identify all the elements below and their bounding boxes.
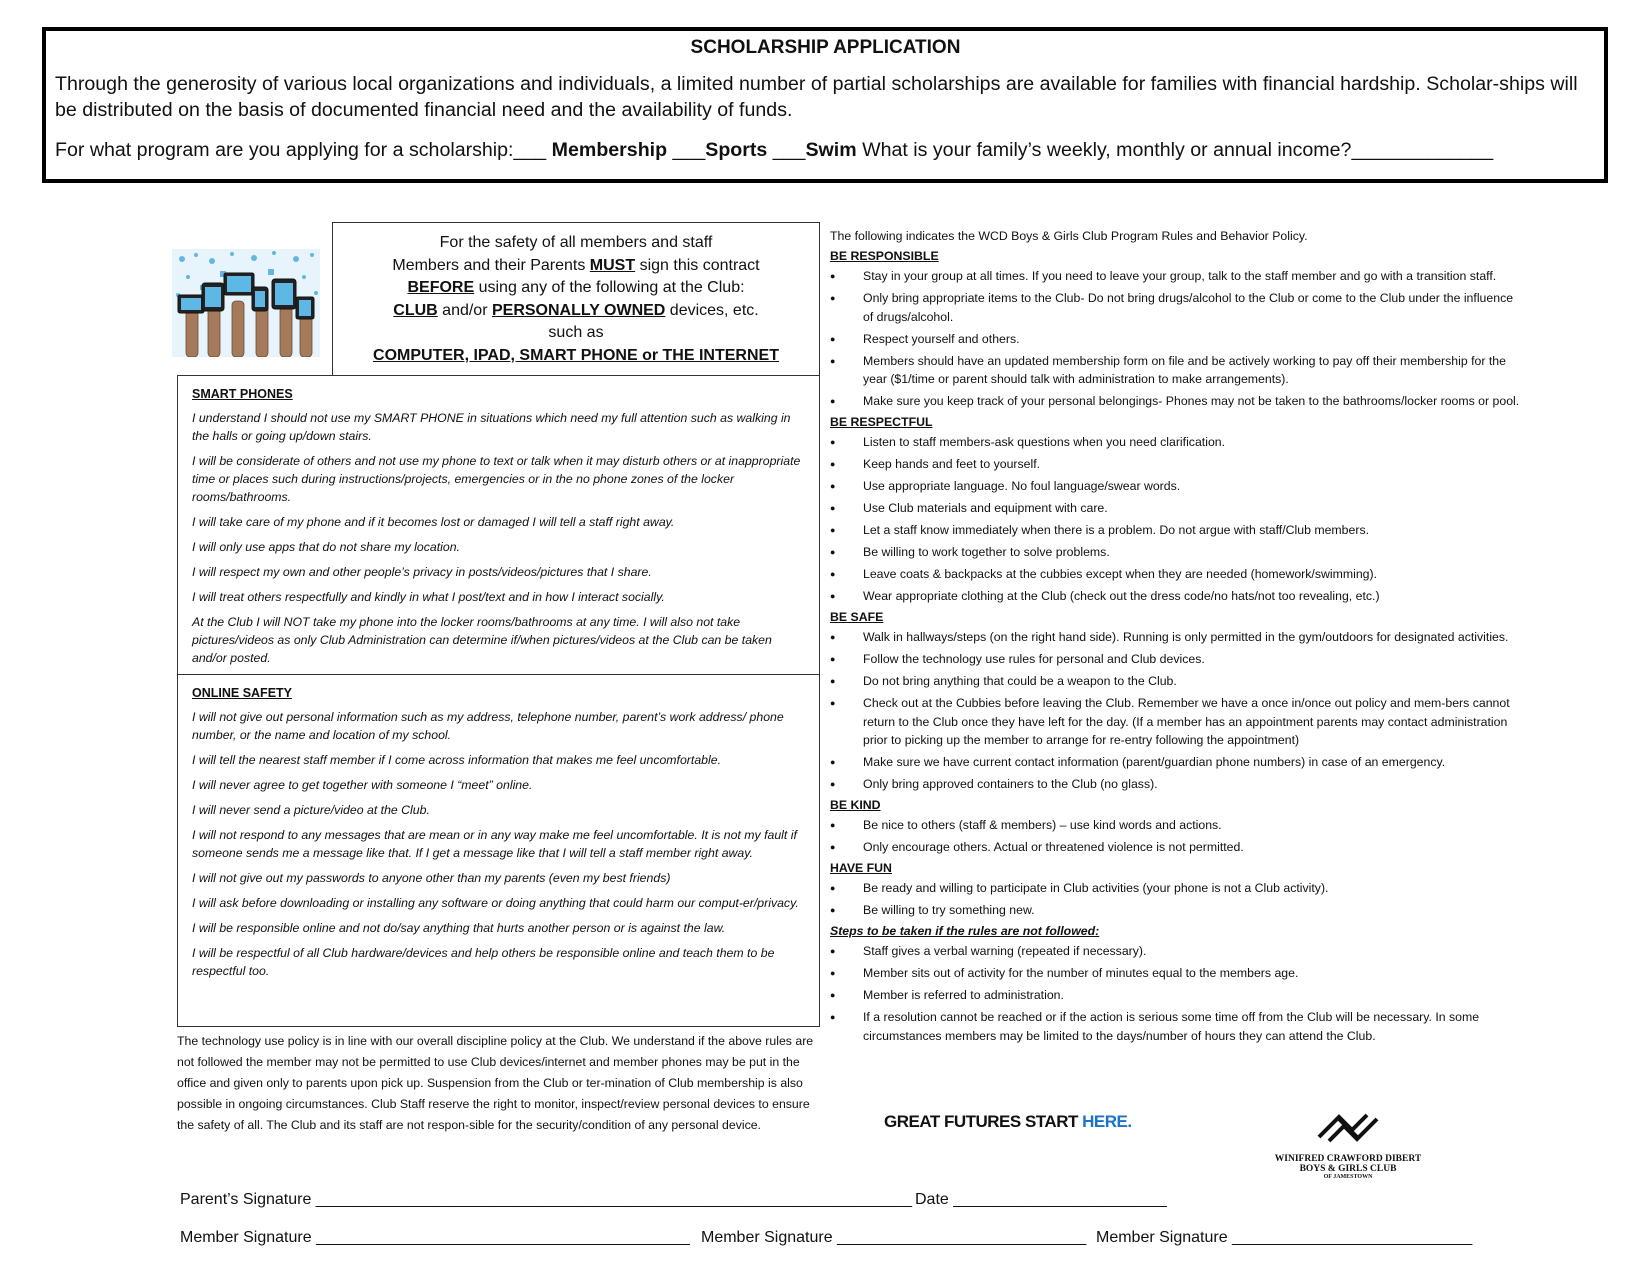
list-item: ● Member sits out of activity for the number of minutes equal to the members age. (830, 964, 1520, 983)
smart-phone-rule: I will only use apps that do not share my location. (192, 540, 460, 554)
smart-phone-rule: I will be considerate of others and not use my phone to text or talk when it may disturb others or at inappropriate time or places such during instructions/projects, emergencies or in the no phone zones of the locker rooms/bathrooms. (192, 454, 801, 504)
list-item: ● Follow the technology use rules for personal and Club devices. (830, 650, 1520, 669)
online-safety-heading: ONLINE SAFETY (192, 686, 293, 700)
list-item: ● Only encourage others. Actual or threatened violence is not permitted. (830, 838, 1520, 857)
contract-notice (332, 222, 820, 376)
tagline-here: HERE. (1082, 1112, 1132, 1131)
technology-policy-text: The technology use policy is in line with our overall discipline policy at the Club. We understand if the above rules are not followed the member may not be permitted to use Club devices/internet and member phones may be put in the office and given only to parents upon pick up. Suspension from the Club or ter-mination of Club membership is also possible in ongoing circumstances. Club Staff reserve the right to monitor, inspect/review personal devices to ensure the safety of all. The Club and its staff are not respon-sible for the security/condition of any personal device. (177, 1034, 814, 1132)
sports-blank[interactable]: ___ (672, 139, 706, 161)
list-item: ● Let a staff know immediately when there is a problem. Do not argue with staff/Club members. (830, 521, 1520, 540)
smart-phone-rule: At the Club I will NOT take my phone into the locker rooms/bathrooms at any time. I will also not take pictures/videos as only Club Administration can determine if/when pictures/videos at the Club can be taken and/or posted. (192, 615, 772, 665)
membership-blank[interactable]: ___ (513, 139, 547, 161)
contract-devices: COMPUTER, IPAD, SMART PHONE or THE INTERNET (373, 346, 779, 364)
tagline (884, 1112, 1132, 1132)
list-item: ● Stay in your group at all times. If you need to leave your group, talk to the staff member and go with a transition staff. (830, 267, 1520, 286)
list-item: ● Staff gives a verbal warning (repeated if necessary). (830, 942, 1520, 961)
scholarship-title: SCHOLARSHIP APPLICATION (690, 37, 961, 58)
member-signature-line-2[interactable]: Member Signature ____________________________ (701, 1229, 1087, 1246)
online-safety-rule: I will tell the nearest staff member if I come across information that makes me feel uncomfortable. (192, 753, 721, 767)
option-membership: Membership (551, 139, 668, 161)
list-item: ● Be willing to try something new. (830, 901, 1520, 920)
list-item: ● Keep hands and feet to yourself. (830, 455, 1520, 474)
club-logo-icon (1313, 1107, 1383, 1149)
contract-personally-owned: PERSONALLY OWNED (491, 301, 666, 319)
list-item: ● Use appropriate language. No foul language/swear words. (830, 477, 1520, 496)
smart-phones-heading: SMART PHONES (192, 387, 293, 401)
online-safety-rule: I will ask before downloading or installing any software or doing anything that could harm our comput-er/privacy. (192, 896, 799, 910)
contract-line-5: such as (548, 324, 604, 341)
have-fun-list (830, 879, 1520, 920)
be-kind-heading: BE KIND (830, 798, 881, 812)
list-item: ● Use Club materials and equipment with care. (830, 499, 1520, 518)
list-item: ● Walk in hallways/steps (on the right hand side). Running is only permitted in the gym/outdoors for designated activities. (830, 628, 1520, 647)
be-safe-heading: BE SAFE (830, 610, 884, 624)
be-safe-list (830, 628, 1520, 794)
income-prompt: What is your family’s weekly, monthly or annual income? (862, 139, 1352, 161)
list-item: ● Make sure you keep track of your personal belongings- Phones may not be taken to the bathrooms/locker rooms or pool. (830, 392, 1520, 411)
contract-before: BEFORE (407, 279, 475, 296)
list-item: ● Listen to staff members-ask questions when you need clarification. (830, 433, 1520, 452)
list-item: ● Be willing to work together to solve problems. (830, 543, 1520, 562)
parent-signature-line[interactable]: Parent’s Signature ___________________________________________________________________ (180, 1191, 912, 1208)
contract-line-4 (333, 300, 819, 323)
online-safety-rule: I will never send a picture/video at the Club. (192, 803, 430, 817)
contract-must: MUST (589, 256, 636, 274)
contract-text: Members and their Parents (392, 256, 590, 274)
be-responsible-list (830, 267, 1520, 411)
contract-text: devices, etc. (665, 301, 759, 319)
member-signature-line-1[interactable]: Member Signature __________________________________________ (180, 1229, 690, 1246)
online-safety-rule: I will not respond to any messages that are mean or in any way make me feel uncomfortable. It is not my fault if someone sends me a message like that. If I get a message like that I will tell a staff member right away. (192, 828, 797, 860)
list-item: ● Respect yourself and others. (830, 330, 1520, 349)
list-item: ● Be nice to others (staff & members) – use kind words and actions. (830, 816, 1520, 835)
swim-blank[interactable]: ___ (772, 139, 806, 161)
list-item: ● Do not bring anything that could be a weapon to the Club. (830, 672, 1520, 691)
scholarship-box (42, 27, 1608, 183)
contract-club: CLUB (393, 301, 438, 319)
contract-line-1: For the safety of all members and staff (439, 234, 713, 251)
logo-line-2: BOYS & GIRLS CLUB (1299, 1164, 1397, 1174)
online-safety-rule: I will not give out personal information such as my address, telephone number, parent’s work address/ phone number, or the name and location of my school. (192, 710, 784, 742)
contract-line-6 (333, 345, 819, 368)
club-logo (1268, 1107, 1428, 1187)
smart-phone-rule: I will respect my own and other people’s privacy in posts/videos/pictures that I share. (192, 565, 652, 579)
income-blank[interactable]: _____________ (1351, 139, 1494, 161)
online-safety-rule: I will not give out my passwords to anyone other than my parents (even my best friends) (192, 871, 671, 885)
program-prompt: For what program are you applying for a scholarship: (55, 139, 514, 161)
list-item: ● Members should have an updated membership form on file and be actively working to pay off their membership for the year ($1/time or parent should talk with administration to make arrangements). (830, 352, 1520, 389)
logo-line-1: WINIFRED CRAWFORD DIBERT (1274, 1154, 1422, 1164)
option-swim: Swim (805, 139, 857, 161)
logo-line-3: OF JAMESTOWN (1323, 1174, 1373, 1180)
list-item: ● If a resolution cannot be reached or if the action is serious some time off from the Club will be necessary. In some circumstances members may be limited to the days/number of hours they can attend the Club. (830, 1008, 1520, 1045)
date-line[interactable]: Date ________________________ (915, 1191, 1167, 1208)
scholarship-description: Through the generosity of various local organizations and individuals, a limited number of partial scholarships are available for families with financial hardship. Scholar-ships will be distributed on the basis of documented financial need and the availability of funds. (55, 73, 1578, 121)
contract-line-2 (333, 255, 819, 278)
steps-list (830, 942, 1520, 1045)
list-item: ● Make sure we have current contact information (parent/guardian phone numbers) in case of an emergency. (830, 753, 1520, 772)
contract-text: sign this contract (635, 256, 760, 274)
option-sports: Sports (705, 139, 768, 161)
list-item: ● Be ready and willing to participate in Club activities (your phone is not a Club activity). (830, 879, 1520, 898)
list-item: ● Only bring approved containers to the Club (no glass). (830, 775, 1520, 794)
online-safety-section (178, 674, 819, 980)
tagline-text: GREAT FUTURES START (884, 1112, 1083, 1131)
online-safety-rule: I will be respectful of all Club hardware/devices and help others be responsible online and teach them to be respectful too. (192, 946, 775, 978)
online-safety-rule: I will be responsible online and not do/say anything that hurts another person or is against the law. (192, 921, 726, 935)
smart-phone-rule: I understand I should not use my SMART PHONE in situations which need my full attention such as walking in the halls or going up/down stairs. (192, 411, 791, 443)
be-respectful-list (830, 433, 1520, 606)
online-safety-rule: I will never agree to get together with someone I “meet” online. (192, 778, 533, 792)
list-item: ● Check out at the Cubbies before leaving the Club. Remember we have a once in/once out policy and mem-bers cannot return to the Club once they have left for the day. (If a member has an appointment parents may contact administration prior to picking up the member to arrange for re-entry following the appointment) (830, 694, 1520, 750)
technology-rules-box (177, 375, 820, 1027)
smart-phone-rule: I will treat others respectfully and kindly in what I post/text and in how I interact socially. (192, 590, 665, 604)
steps-heading: Steps to be taken if the rules are not followed: (830, 924, 1100, 938)
member-signature-line-3[interactable]: Member Signature ___________________________ (1096, 1229, 1473, 1246)
contract-line-3 (333, 277, 819, 300)
hands-holding-devices-icon (172, 249, 320, 357)
be-responsible-heading: BE RESPONSIBLE (830, 249, 939, 263)
rules-intro: The following indicates the WCD Boys & Girls Club Program Rules and Behavior Policy. (830, 229, 1308, 243)
list-item: ● Only bring appropriate items to the Club- Do not bring drugs/alcohol to the Club or come to the Club under the influence of drugs/alcohol. (830, 289, 1520, 326)
contract-text: using any of the following at the Club: (474, 279, 745, 296)
list-item: ● Leave coats & backpacks at the cubbies except when they are needed (homework/swimming). (830, 565, 1520, 584)
be-kind-list (830, 816, 1520, 857)
contract-text: and/or (437, 301, 492, 319)
have-fun-heading: HAVE FUN (830, 861, 892, 875)
list-item: ● Wear appropriate clothing at the Club (check out the dress code/no hats/not too revealing, etc.) (830, 587, 1520, 606)
be-respectful-heading: BE RESPECTFUL (830, 415, 933, 429)
list-item: ● Member is referred to administration. (830, 986, 1520, 1005)
program-rules (830, 228, 1520, 1049)
smart-phone-rule: I will take care of my phone and if it becomes lost or damaged I will tell a staff right away. (192, 515, 675, 529)
scholarship-question (55, 137, 1596, 163)
smart-phones-section (178, 376, 819, 667)
